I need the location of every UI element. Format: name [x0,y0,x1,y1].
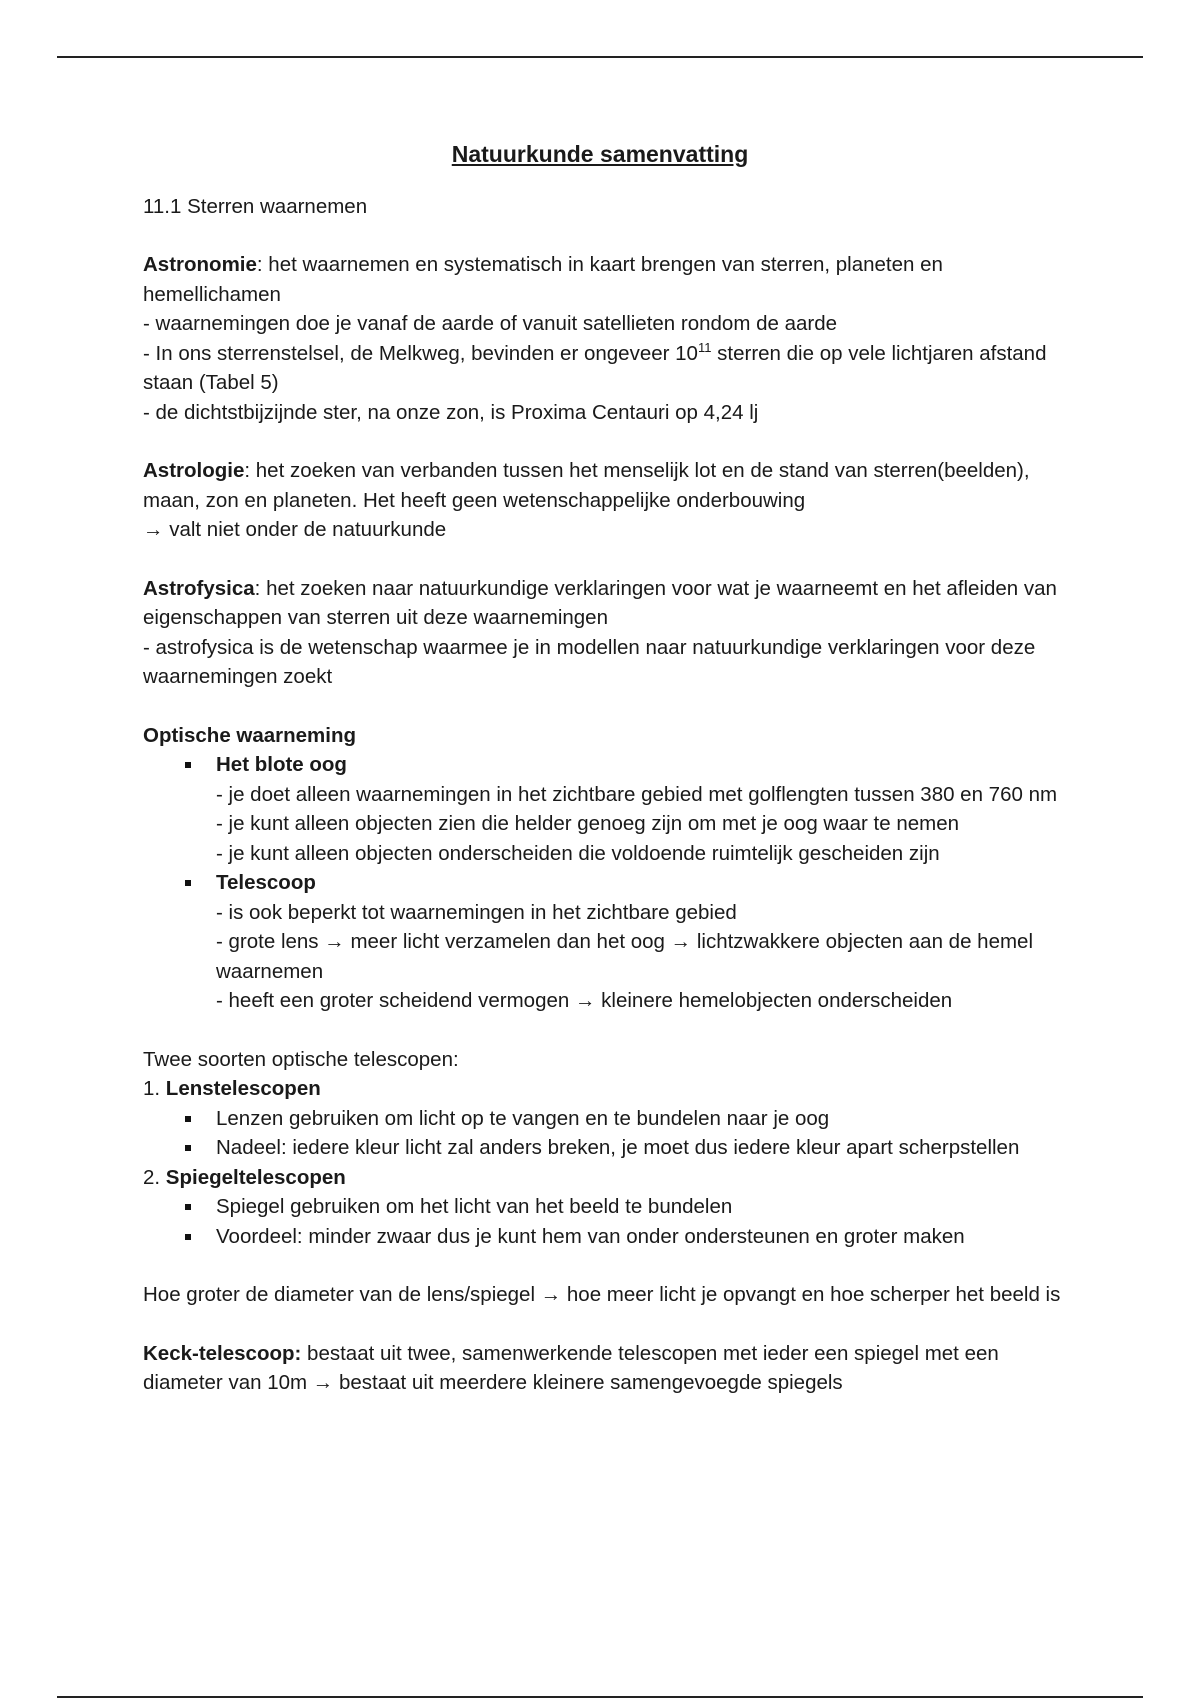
document-body [143,140,1063,1398]
astrologie-definition: : het zoeken van verbanden tussen het menselijk lot en de stand van sterren(beelden), maan, zon en planeten. Het heeft geen wetenschappelijke onderbouwing [143,459,1030,512]
page-title: Natuurkunde samenvatting [451,141,749,167]
list-item: Het blote oog - je doet alleen waarnemingen in het zichtbare gebied met golflengten tussen 380 en 760 nm - je kunt alleen objecten zien die helder genoeg zijn om met je oog waar te nemen - je kunt alleen objecten onderscheiden die voldoende ruimtelijk gescheiden zijn [143,750,1063,868]
lenstelescopen-heading: 1. Lenstelescopen [143,1077,321,1100]
oog-point: - je kunt alleen objecten onderscheiden die voldoende ruimtelijk gescheiden zijn [216,841,940,865]
bottom-rule [57,1696,1143,1698]
astronomie-point-1: - waarnemingen doe je vanaf de aarde of vanuit satellieten rondom de aarde [143,312,838,335]
list-item: Voordeel: minder zwaar dus je kunt hem van onder ondersteunen en groter maken [143,1222,1063,1252]
astronomie-block [143,250,1063,427]
astronomie-point-2: - In ons sterrenstelsel, de Melkweg, bevinden er ongeveer $10^{11}$ sterren die op vele lichtjaren afstand staan (Tabel 5) [143,339,1047,394]
list-item: Spiegel gebruiken om het licht van het beeld te bundelen [143,1192,1063,1222]
optische-heading: Optische waarneming [143,723,357,747]
list-item: Lenzen gebruiken om licht op te vangen en te bundelen naar je oog [143,1104,1063,1134]
keck-definition: bestaat uit twee, samenwerkende telescopen met ieder een spiegel met een diameter van 10m → bestaat uit meerdere kleinere samengevoegde spiegels [143,1341,999,1394]
keck-term: Keck-telescoop: [143,1341,302,1365]
spiegeltelescopen-heading: 2. Spiegeltelescopen [143,1165,346,1189]
section-heading: 11.1 Sterren waarnemen [143,194,368,218]
list-item: Telescoop - is ook beperkt tot waarnemingen in het zichtbare gebied - grote lens → meer licht verzamelen dan het oog → lichtzwakkere objecten aan de hemel waarnemen - heeft een groter scheidend vermogen → kleinere hemelobjecten onderscheiden [143,868,1063,1016]
keck-paragraph [143,1339,1063,1398]
astrologie-conclusion: → valt niet onder de natuurkunde [143,518,447,541]
astrofysica-block [143,574,1063,692]
astronomie-definition: : het waarnemen en systematisch in kaart brengen van sterren, planeten en hemellichamen [143,253,943,306]
astrofysica-term: Astrofysica [143,576,255,600]
astrologie-block [143,456,1063,545]
optische-waarneming-block [143,721,1063,1016]
astrologie-term: Astrologie [143,459,245,482]
telescoop-point: - heeft een groter scheidend vermogen → kleinere hemelobjecten onderscheiden [216,989,953,1012]
astrofysica-definition: : het zoeken naar natuurkundige verklaringen voor wat je waarneemt en het afleiden van eigenschappen van sterren uit deze waarnemingen [143,576,1057,629]
diameter-paragraph: Hoe groter de diameter van de lens/spiegel → hoe meer licht je opvangt en hoe scherper het beeld is [143,1283,1061,1306]
exponent: 11 [697,339,712,355]
astronomie-term: Astronomie [143,253,257,276]
top-rule [57,56,1143,58]
telescoop-soorten-block [143,1045,1063,1252]
oog-point: - je kunt alleen objecten zien die helder genoeg zijn om met je oog waar te nemen [216,812,960,835]
oog-point: - je doet alleen waarnemingen in het zichtbare gebied met golflengten tussen 380 en 760 nm [216,782,1058,806]
telescoop-point: - is ook beperkt tot waarnemingen in het zichtbare gebied [216,900,737,924]
astrofysica-point-1: - astrofysica is de wetenschap waarmee je in modellen naar natuurkundige verklaringen voor deze waarnemingen zoekt [143,635,1036,688]
soorten-intro: Twee soorten optische telescopen: [143,1047,459,1071]
telescoop-point: - grote lens → meer licht verzamelen dan het oog → lichtzwakkere objecten aan de hemel waarnemen [216,930,1034,983]
list-item: Nadeel: iedere kleur licht zal anders breken, je moet dus iedere kleur apart scherpstellen [143,1133,1063,1163]
astronomie-point-3: - de dichtstbijzijnde ster, na onze zon, is Proxima Centauri op 4,24 lj [143,400,759,424]
